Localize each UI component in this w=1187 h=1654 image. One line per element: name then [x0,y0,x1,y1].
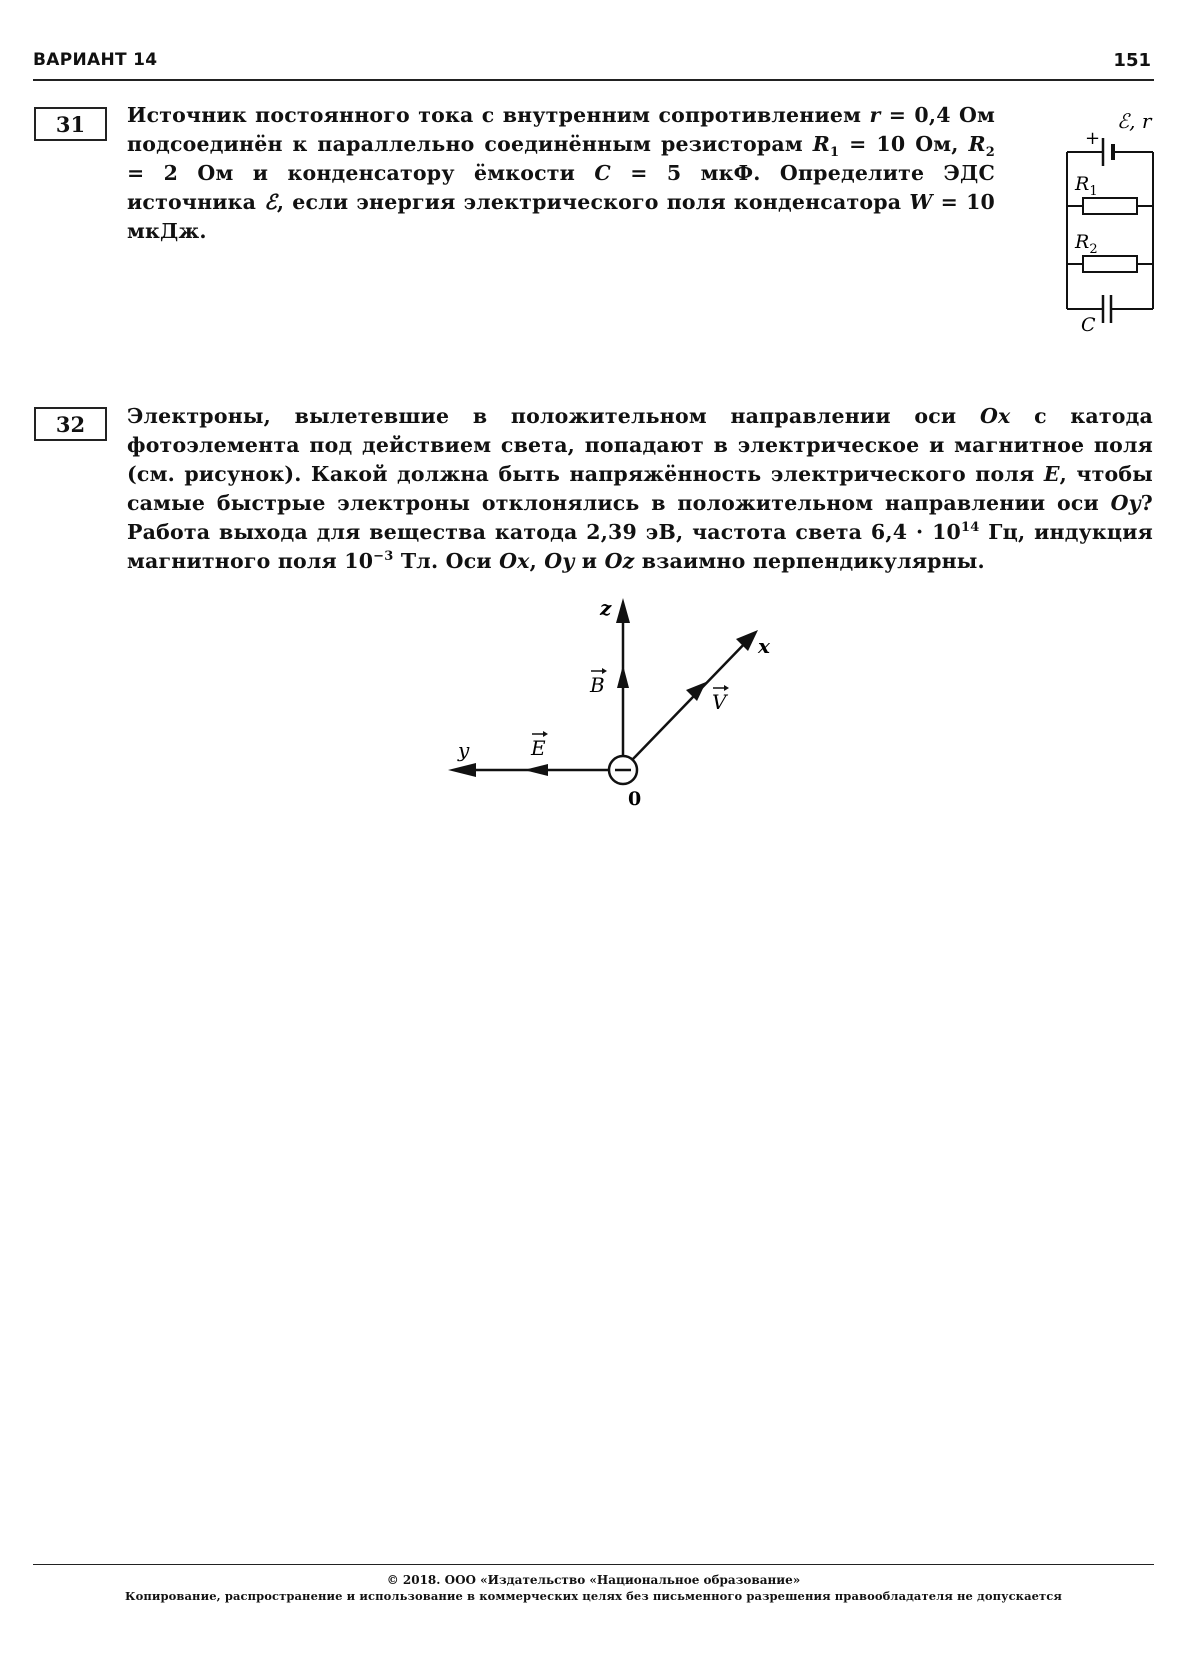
x-label: x [758,634,770,658]
capacitor-label: C [1081,314,1096,336]
svg-text:V: V [712,690,727,714]
v-vector-label [712,685,729,714]
footer-notice: Копирование, распространение и использование в коммерческих целях без письменного разрешения правообладателя не допускается [125,1589,1062,1603]
task-32-text: Электроны, вылетевшие в положительном направлении оси Ox с катода фотоэлемента под действием света, попадают в электрическое и магнитное поля (см. рисунок). Какой должна быть напряжённость электрического поля E, чтобы самые быстрые электроны отклонялись в положительном направлении оси Oy? Работа выхода для вещества катода 2,39 эВ, частота света $6,4 \cdot 10^{14}$ Гц, индукция магнитного поля $10^{-3}$ Тл. Оси Ox, Oy и Oz взаимно перпендикулярны. [127,404,1154,573]
b-vector-arrowhead [617,665,629,688]
x-axis-line [632,638,750,760]
svg-text:ℰ, r: ℰ, r [1117,109,1152,133]
header-divider [33,79,1154,81]
svg-text:B: B [590,673,605,697]
footer-copyright: © 2018. ООО «Издательство «Национальное образование» [386,1573,801,1587]
origin-label: 0 [628,788,642,810]
b-vector-label [589,668,607,697]
e-vector-label [530,731,548,760]
e-vector-arrowhead [524,764,548,776]
task-31-number: 31 [34,107,107,141]
task-32-number: 32 [34,407,107,441]
r1-label: $R_1$ [1075,173,1098,199]
y-label: y [458,738,470,762]
z-arrowhead [616,598,630,623]
circuit-source-label [1117,109,1153,133]
battery-plus-sign: + [1085,128,1101,149]
svg-text:E: E [531,736,546,760]
footer-divider [33,1564,1154,1565]
z-label: z [600,596,612,620]
task-31-text: Источник постоянного тока с внутренним сопротивлением r = 0,4 Ом подсоединён к параллельно соединённым резисторам $R_1 = 10$ Ом, $R_2 = 2$ Ом и конденсатору ёмкости C = 5 мкФ. Определите ЭДС источника ℰ, если энергия электрического поля конденсатора W = 10 мкДж. [127,103,996,243]
r2-label: $R_2$ [1075,231,1098,257]
v-vector-arrowhead [686,682,706,701]
y-arrowhead [448,763,476,777]
field-axes-diagram [440,595,790,815]
circuit-diagram [1055,104,1165,336]
page-number: 151 [1113,50,1151,71]
variant-title: ВАРИАНТ 14 [33,50,158,70]
